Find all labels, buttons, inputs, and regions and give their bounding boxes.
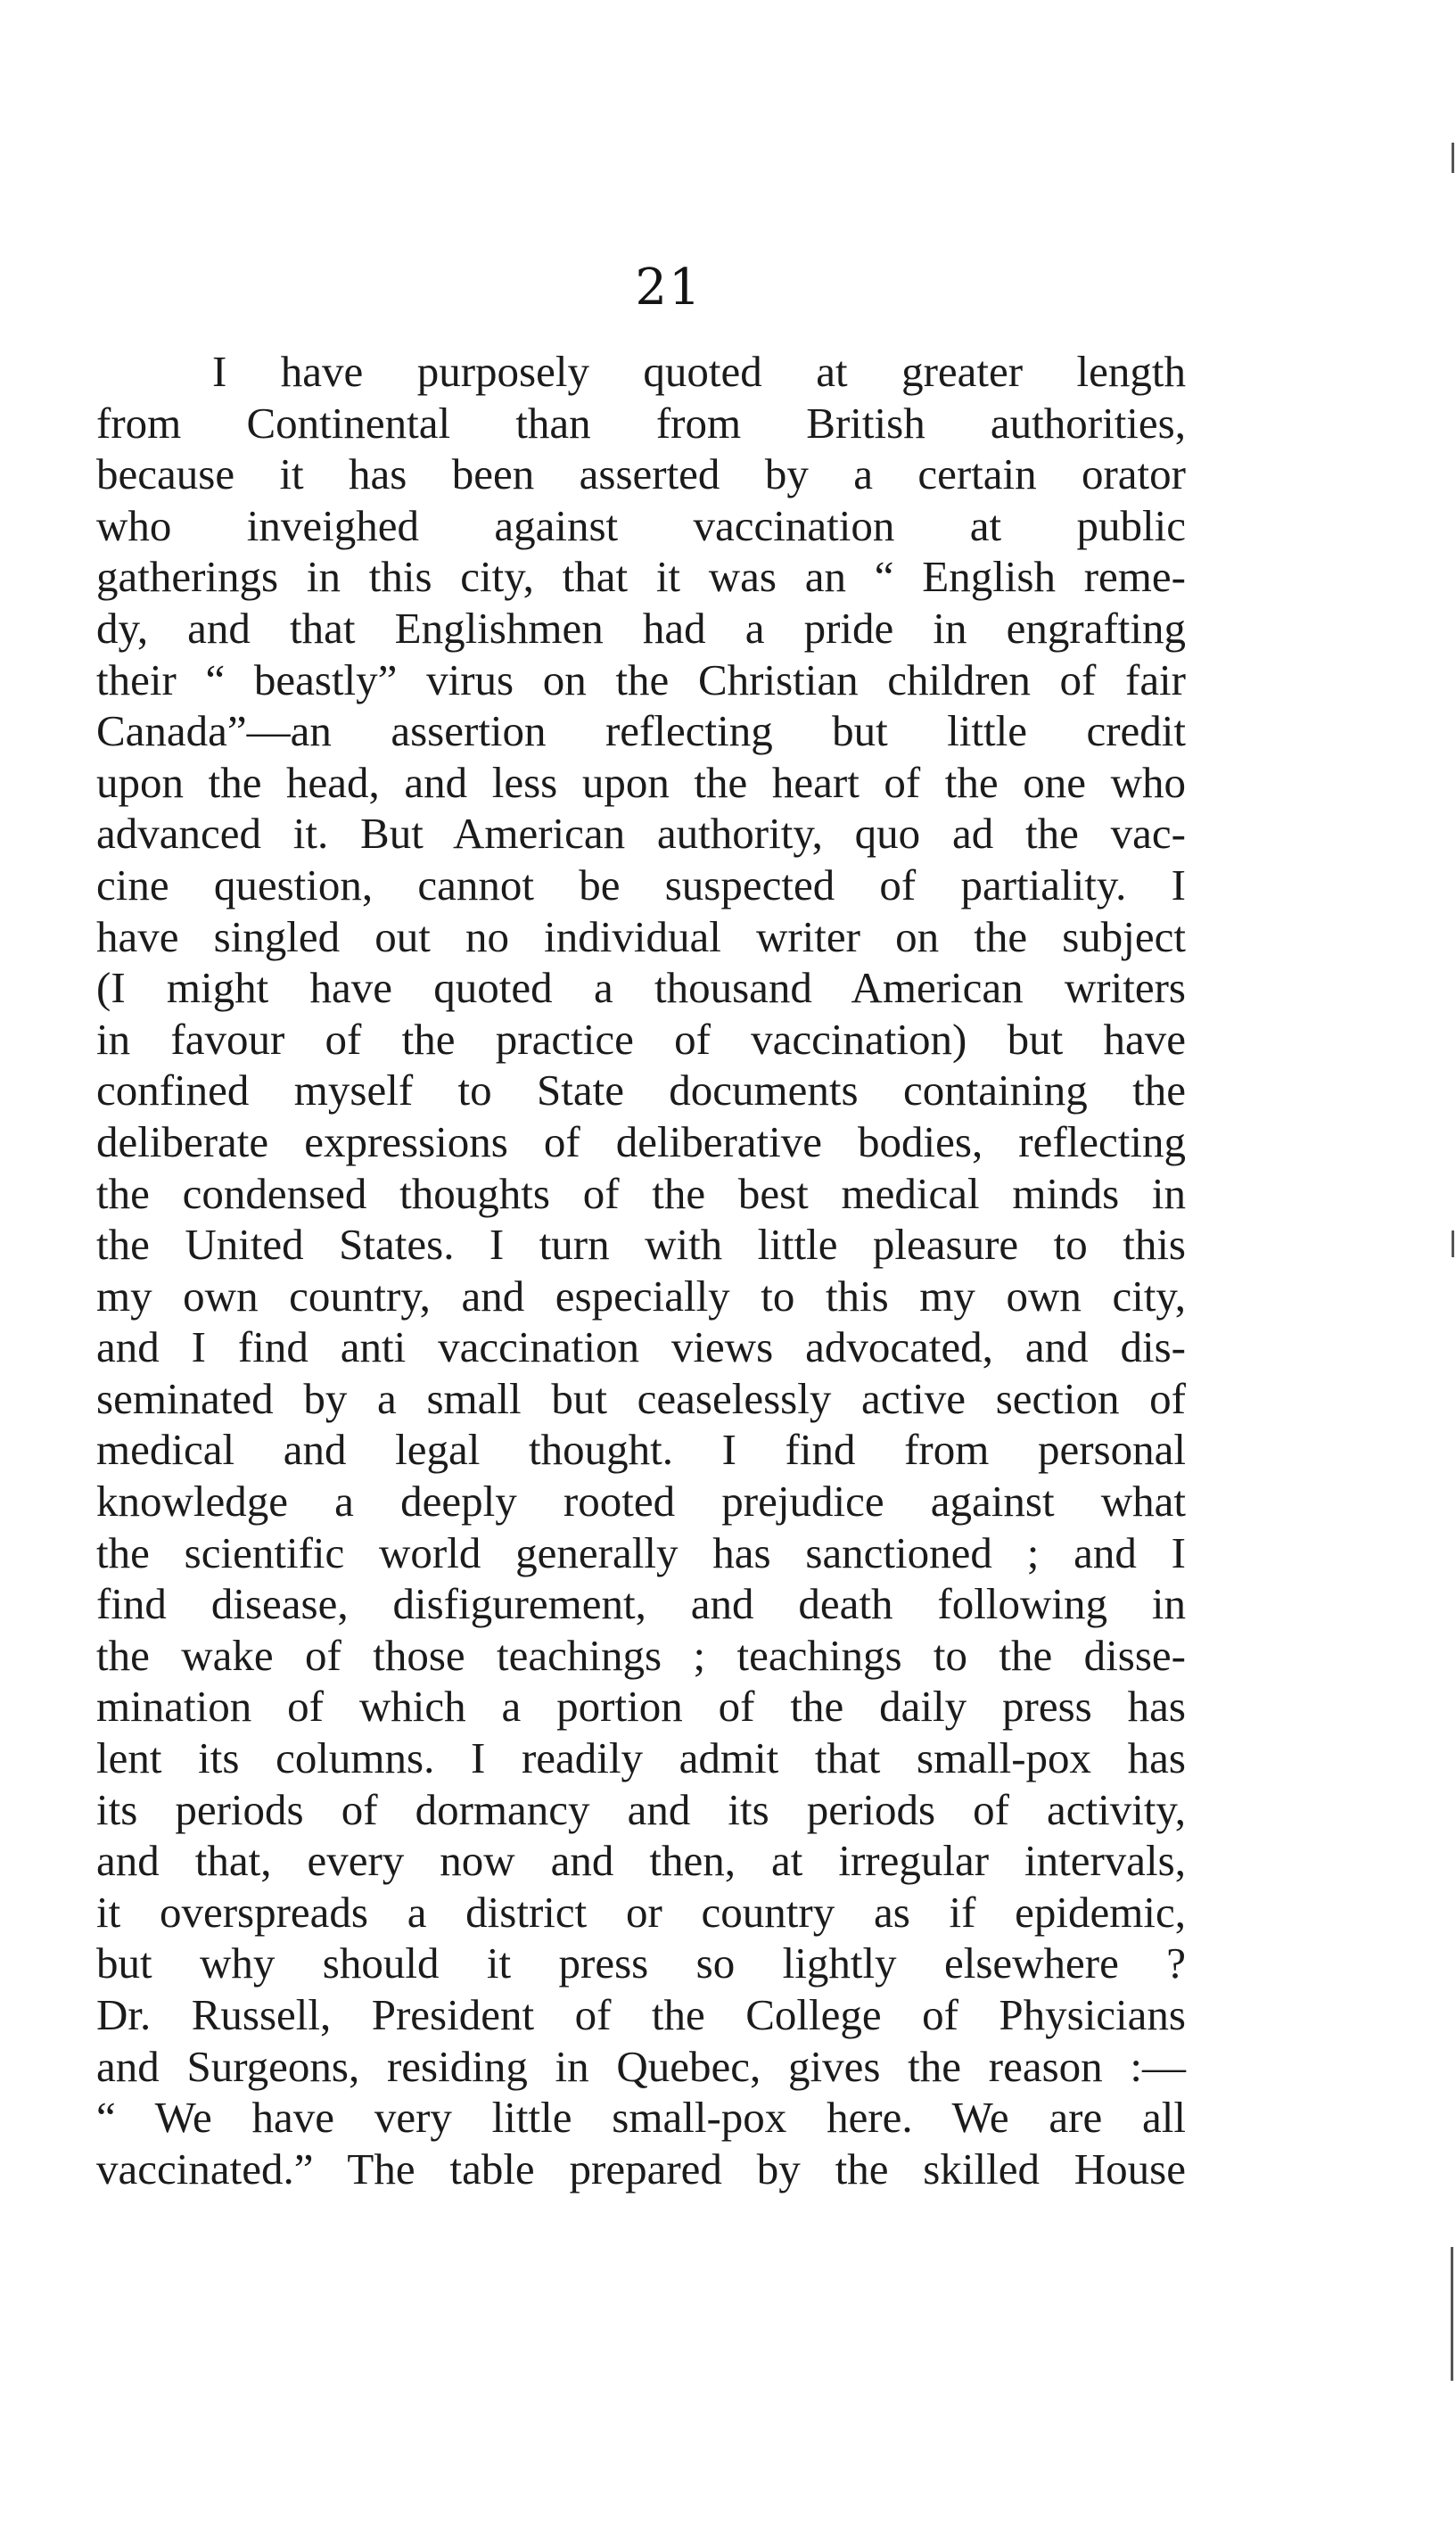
text-line: the wake of those teachings ; teachings to the disse- bbox=[96, 1630, 1186, 1680]
text-line: their “ beastly” virus on the Christian children of fair bbox=[96, 654, 1186, 704]
text-line: cine question, cannot be suspected of partiality. I bbox=[96, 860, 1186, 909]
text-line: in favour of the practice of vaccination) but have bbox=[96, 1014, 1186, 1064]
text-line: mination of which a portion of the daily press has bbox=[96, 1682, 1186, 1732]
text-line: deliberate expressions of deliberative bodies, reflecting bbox=[96, 1116, 1186, 1166]
text-line: because it has been asserted by a certain orator bbox=[96, 449, 1186, 499]
margin-mark bbox=[1452, 1230, 1454, 1257]
text-line: Dr. Russell, President of the College of Physicians bbox=[96, 1990, 1186, 2039]
text-line: find disease, disfigurement, and death following in bbox=[96, 1579, 1186, 1629]
text-line: the scientific world generally has sanctioned ; and I bbox=[96, 1527, 1186, 1577]
text-line: my own country, and especially to this my own city, bbox=[96, 1271, 1186, 1321]
text-line: from Continental than from British authorities, bbox=[96, 398, 1186, 448]
text-line: the United States. I turn with little pleasure to this bbox=[96, 1220, 1186, 1270]
margin-mark bbox=[1452, 143, 1454, 173]
text-line: and I find anti vaccination views advocated, and dis- bbox=[96, 1322, 1186, 1372]
text-line: medical and legal thought. I find from personal bbox=[96, 1425, 1186, 1475]
page-number: 21 bbox=[635, 259, 703, 317]
text-line: lent its columns. I readily admit that small-pox has bbox=[96, 1733, 1186, 1783]
text-line: Canada”—an assertion reflecting but little credit bbox=[96, 706, 1186, 756]
text-line: its periods of dormancy and its periods of activity, bbox=[96, 1784, 1186, 1834]
text-line: have singled out no individual writer on the subject bbox=[96, 911, 1186, 961]
text-line: but why should it press so lightly elsewhere ? bbox=[96, 1938, 1186, 1988]
text-line: it overspreads a district or country as if epidemic, bbox=[96, 1887, 1186, 1937]
body-paragraph bbox=[96, 346, 1186, 2194]
text-line: the condensed thoughts of the best medical minds in bbox=[96, 1168, 1186, 1218]
text-line: upon the head, and less upon the heart of the one who bbox=[96, 757, 1186, 807]
text-line: and Surgeons, residing in Quebec, gives the reason :— bbox=[96, 2041, 1186, 2091]
text-line: advanced it. But American authority, quo ad the vac- bbox=[96, 809, 1186, 859]
text-line: gatherings in this city, that it was an “ English reme- bbox=[96, 552, 1186, 602]
text-line: “ We have very little small-pox here. We are all bbox=[96, 2093, 1186, 2143]
text-line: knowledge a deeply rooted prejudice against what bbox=[96, 1477, 1186, 1527]
text-line: (I might have quoted a thousand American writers bbox=[96, 963, 1186, 1013]
margin-mark bbox=[1451, 2247, 1453, 2381]
text-line: I have purposely quoted at greater length bbox=[212, 347, 1186, 396]
text-line: seminated by a small but ceaselessly active section of bbox=[96, 1373, 1186, 1423]
text-line: confined myself to State documents containing the bbox=[96, 1066, 1186, 1115]
text-line: dy, and that Englishmen had a pride in engrafting bbox=[96, 603, 1186, 653]
text-line: vaccinated.” The table prepared by the skilled House bbox=[96, 2144, 1186, 2193]
text-line: and that, every now and then, at irregular intervals, bbox=[96, 1836, 1186, 1886]
text-line: who inveighed against vaccination at public bbox=[96, 500, 1186, 550]
